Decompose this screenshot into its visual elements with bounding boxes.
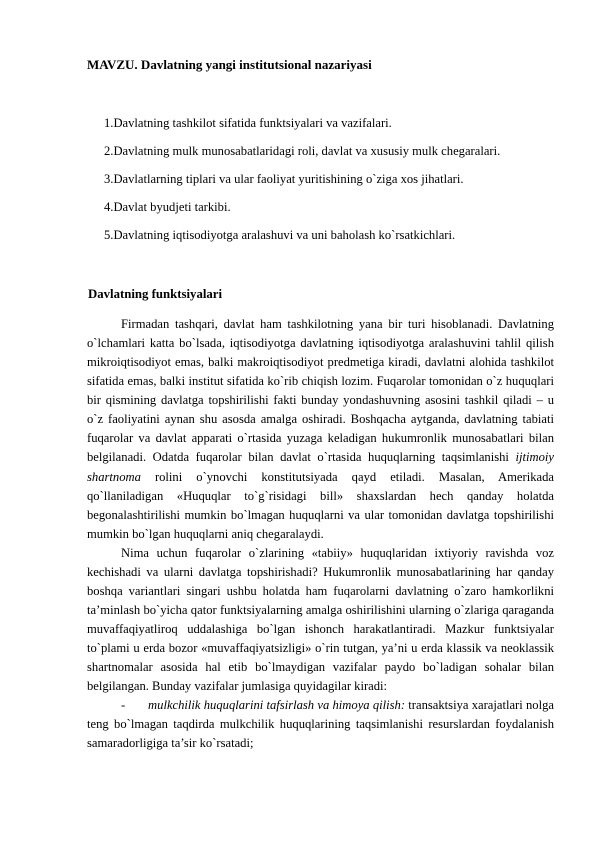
topic-outline <box>104 114 500 254</box>
paragraph-1-part-1: Firmadan tashqari, davlat ham tashkilotning yana bir turi hisoblanadi. Davlatning o`lchamlari katta bo`lsada, iqtisodiyotga davlatning iqtisodiyotga aralashuvini tahlil qilish mikroiqtisodiyot emas, balki makroiqtisodiyot predmetiga kiradi, davlatni alohida tashkilot sifatida emas, balki institut sifatida ko`rib chiqish lozim. Fuqarolar tomonidan o`z huquqlari bir qismining davlatga topshirilishi fakti bunday yondashuvning asosini tashkil qiladi – u o`z faoliyatini aynan shu asosda amalga oshiradi. Boshqacha aytganda, davlatning tabiati fuqarolar va davlat apparati o`rtasida yuzaga keladigan hukumronlik munosabatlari bilan belgilanadi. Odatda fuqarolar bilan davlat o`rtasida huquqlarning taqsimlanishi <box>87 317 554 465</box>
outline-item-2: 2.Davlatning mulk munosabatlaridagi roli, davlat va xususiy mulk chegaralari. <box>104 144 501 158</box>
paragraph-1 <box>87 315 554 544</box>
bullet-item-1 <box>87 696 554 753</box>
bullet-1-italic-lead: mulkchilik huquqlarini tafsirlash va himoya qilish: <box>148 698 406 713</box>
outline-item-4: 4.Davlat byudjeti tarkibi. <box>104 200 231 214</box>
outline-item-3: 3.Davlatlarning tiplari va ular faoliyat yuritishining o`ziga xos jihatlari. <box>104 172 464 186</box>
bullet-marker: - <box>121 698 126 713</box>
paragraph-1-part-2: rolini o`ynovchi konstitutsiyada qayd etiladi. Masalan, Amerikada qo`llaniladigan «Huquqlar to`g`risidagi bill» shaxslardan hech qanday holatda begonalashtirilishi mumkin bo`lmagan huquqlarni va ular tomonidan davlatga topshirilishi mumkin bo`lgan huquqlarni aniq chegaralaydi. <box>87 469 554 541</box>
section-heading: Davlatning funktsiyalari <box>88 287 223 301</box>
outline-item-1: 1.Davlatning tashkilot sifatida funktsiyalari va vazifalari. <box>104 116 392 130</box>
paragraph-2: Nima uchun fuqarolar o`zlarining «tabiiy» huquqlaridan ixtiyoriy ravishda voz kechishadi va ularni davlatga topshirishadi? Hukumronlik munosabatlarining har qanday boshqa variantlari singari ushbu holatda ham fuqarolarni davlatning o`zaro hamkorlikni ta’minlash bo`yicha qator funktsiyalarning amalga oshirilishini ularning o`zlariga qaraganda muvaffaqiyatliroq uddalashiga bo`lgan ishonch harakatlantiradi. Mazkur funktsiyalar to`plami u erda bozor «muvaffaqiyatsizligi» o`rin tutgan, ya’ni u erda klassik va neoklassik shartnomalar asosida hal etib bo`lmaydigan vazifalar paydo bo`ladigan sohalar bilan belgilangan. Bunday vazifalar jumlasiga quyidagilar kiradi: <box>87 545 554 694</box>
paragraph-1-italic-term: ijtimoiy shartnoma <box>87 450 554 484</box>
outline-item-5: 5.Davlatning iqtisodiyotga aralashuvi va uni baholash ko`rsatkichlari. <box>104 228 456 242</box>
body-text <box>87 315 554 753</box>
document-title: MAVZU. Davlatning yangi institutsional nazariyasi <box>87 57 372 72</box>
bullet-1-text: transaktsiya xarajatlari nolga teng bo`lmagan taqdirda mulkchilik huquqlarining taqsimlanishi resurslardan foydalanish samaradorligiga ta’sir ko`rsatadi; <box>87 698 554 751</box>
